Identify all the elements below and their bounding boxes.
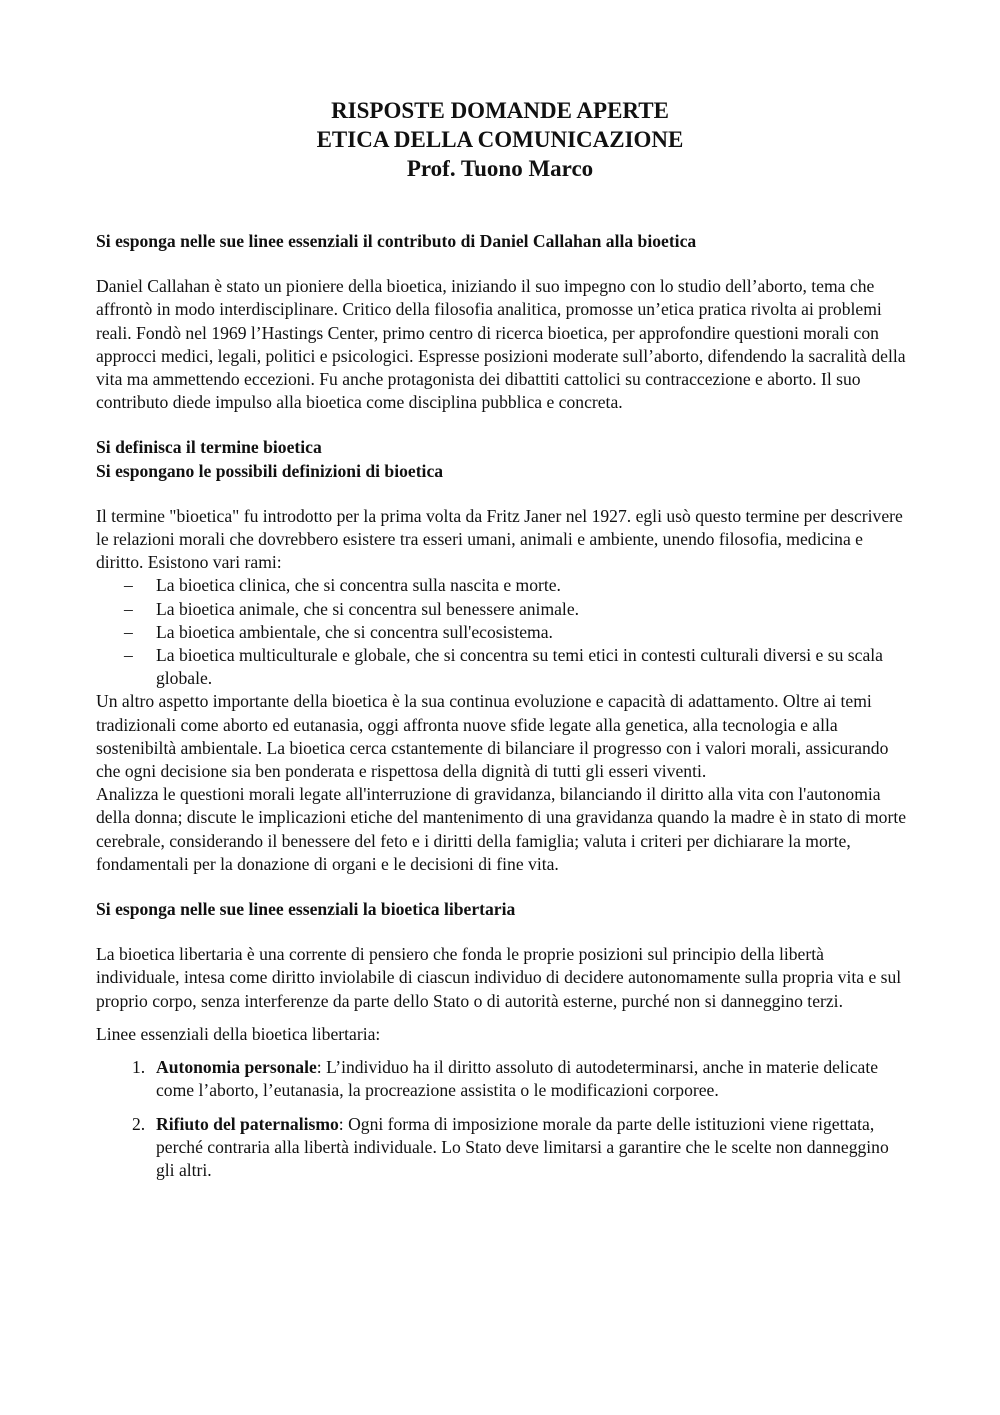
branch-text: La bioetica multiculturale e globale, che si concentra su temi etici in contesti culturali diversi e su scala globale. [156, 645, 883, 689]
point-text: : Ogni forma di imposizione morale da parte delle istituzioni viene rigettata, perché contraria alla libertà individuale. Lo Stato deve limitarsi a garantire che le scelte non danneggino gli altri. [156, 1113, 889, 1180]
list-number: 1. [132, 1057, 146, 1078]
question-libertarian-bioethics: Si esponga nelle sue linee essenziali la bioetica libertaria [96, 899, 516, 920]
list-number: 2. [132, 1113, 146, 1134]
branch-text: La bioetica clinica, che si concentra sulla nascita e morte. [156, 575, 561, 596]
answer-callahan: Daniel Callahan è stato un pioniere della bioetica, iniziando il suo impegno con lo studio dell’aborto, tema che affrontò in modo interdisciplinare. Critico della filosofia analitica, promosse un’etica pratica rivolta ai problemi reali. Fondò nel 1969 l’Hastings Center, primo centro di ricerca bioetica, per approfondire questioni morali con approcci medici, legali, politici e psicologici. Espresse posizioni moderate sull’aborto, difendendo la sacralità della vita ma ammettendo eccezioni. Fu anche protagonista dei dibattiti cattolici su contraccezione e aborto. Il suo contributo diede impulso alla bioetica come disciplina pubblica e concreta. [96, 276, 906, 413]
bioethics-intro: Il termine "bioetica" fu introdotto per la prima volta da Fritz Janer nel 1927. egli usò questo termine per descrivere le relazioni morali che dovrebbero esistere tra esseri umani, animali e ambiente, unendo filosofia, medicina e diritto. Esistono vari rami: [96, 505, 903, 573]
list-item [96, 644, 908, 690]
dash-bullet: – [124, 645, 133, 666]
point-text: : L’individuo ha il diritto assoluto di autodeterminarsi, anche in materie delicate come l’aborto, l’eutanasia, la procreazione assistita o le modificazioni corporee. [156, 1057, 879, 1101]
document-body [96, 230, 908, 1192]
bioethics-topics-paragraph: Analizza le questioni morali legate all'interruzione di gravidanza, bilanciando il diritto alla vita con l'autonomia della donna; discute le implicazioni etiche del mantenimento di una gravidanza quando la madre è in stato di morte cerebrale, considerando il benessere del feto e i diritti della famiglia; valuta i criteri per dichiarare la morte, fondamentali per la donazione di organi e le decisioni di fine vita. [96, 784, 907, 874]
point-term: Rifiuto del paternalismo [156, 1113, 339, 1134]
branch-text: La bioetica animale, che si concentra sul benessere animale. [156, 598, 580, 619]
list-item [96, 1113, 908, 1183]
question-define-bioethics: Si definisca il termine bioetica [96, 437, 322, 458]
libertarian-points-list [96, 1056, 908, 1182]
list-item [96, 621, 908, 644]
title-line-3: Prof. Tuono Marco [406, 156, 594, 181]
branch-text: La bioetica ambientale, che si concentra sull'ecosistema. [156, 621, 553, 642]
list-item [96, 598, 908, 621]
bioethics-branches-list [96, 574, 908, 690]
bioethics-evolution-paragraph: Un altro aspetto importante della bioetica è la sua continua evoluzione e capacità di adattamento. Oltre ai temi tradizionali come aborto ed eutanasia, oggi affronta nuove sfide legate alla genetica, alla tecnologia e alla sostenibiltà ambientale. La bioetica cerca cstantemente di bilanciare il progresso con i valori morali, assicurando che ogni decisione sia ben ponderata e rispettosa della dignità di tutti gli esseri viventi. [96, 691, 889, 782]
list-item [96, 574, 908, 597]
question-definitions-bioethics: Si espongano le possibili definizioni di bioetica [96, 460, 444, 481]
list-item [96, 1056, 908, 1102]
libertarian-lines-intro: Linee essenziali della bioetica libertaria: [96, 1023, 381, 1044]
question-callahan: Si esponga nelle sue linee essenziali il contributo di Daniel Callahan alla bioetica [96, 231, 697, 251]
title-line-2: ETICA DELLA COMUNICAZIONE [316, 127, 684, 152]
dash-bullet: – [124, 575, 133, 596]
dash-bullet: – [124, 598, 133, 619]
answer-libertarian-bioethics: La bioetica libertaria è una corrente di pensiero che fonda le proprie posizioni sul principio della libertà individuale, intesa come diritto inviolabile di ciascun individuo di decidere autonomamente sulla propria vita e sul proprio corpo, senza interferenze da parte dello Stato o di autorità esterne, purché non si danneggino terzi. [96, 944, 902, 1011]
document-title [0, 96, 1000, 183]
point-term: Autonomia personale [156, 1057, 317, 1078]
dash-bullet: – [124, 621, 133, 642]
title-line-1: RISPOSTE DOMANDE APERTE [331, 98, 669, 123]
